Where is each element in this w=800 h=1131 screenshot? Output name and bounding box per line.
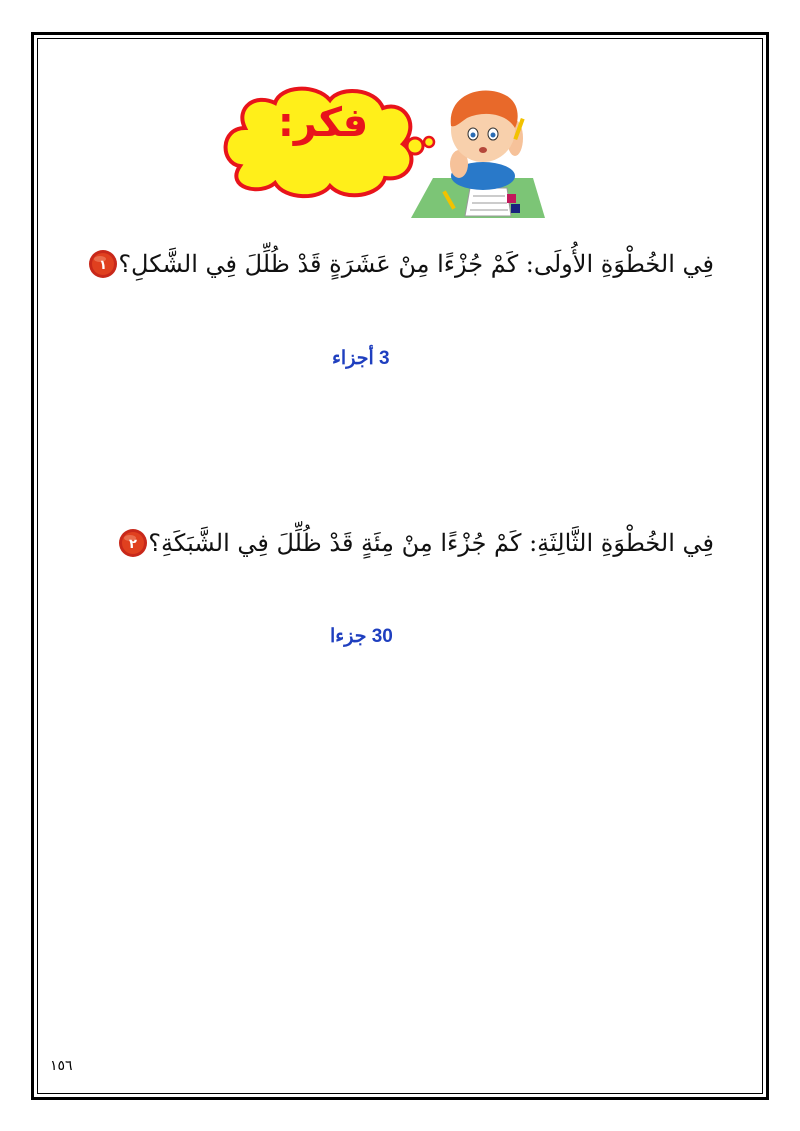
question-1-number: ١ <box>99 258 108 273</box>
question-2-text: فِي الخُطْوَةِ الثَّالِثَةِ: كَمْ جُزْءًا مِنْ مِئَةٍ قَدْ ظُلِّلَ فِي الشَّبَكَةِ؟ <box>148 529 714 557</box>
number-badge-icon <box>118 528 148 558</box>
page-number: ١٥٦ <box>50 1058 73 1074</box>
question-1 <box>88 244 736 284</box>
question-2 <box>118 523 736 563</box>
question-2-number: ٢ <box>129 537 138 552</box>
number-badge-icon <box>88 249 118 279</box>
answer-2: 30 جزءا <box>330 626 393 647</box>
question-1-text: فِي الخُطْوَةِ الأُولَى: كَمْ جُزْءًا مِنْ عَشَرَةٍ قَدْ ظُلِّلَ فِي الشَّكلِ؟ <box>118 250 714 278</box>
answer-1: 3 أجزاء <box>332 348 390 369</box>
think-label: فكر: <box>277 100 369 146</box>
thinking-boy-icon <box>411 90 545 218</box>
